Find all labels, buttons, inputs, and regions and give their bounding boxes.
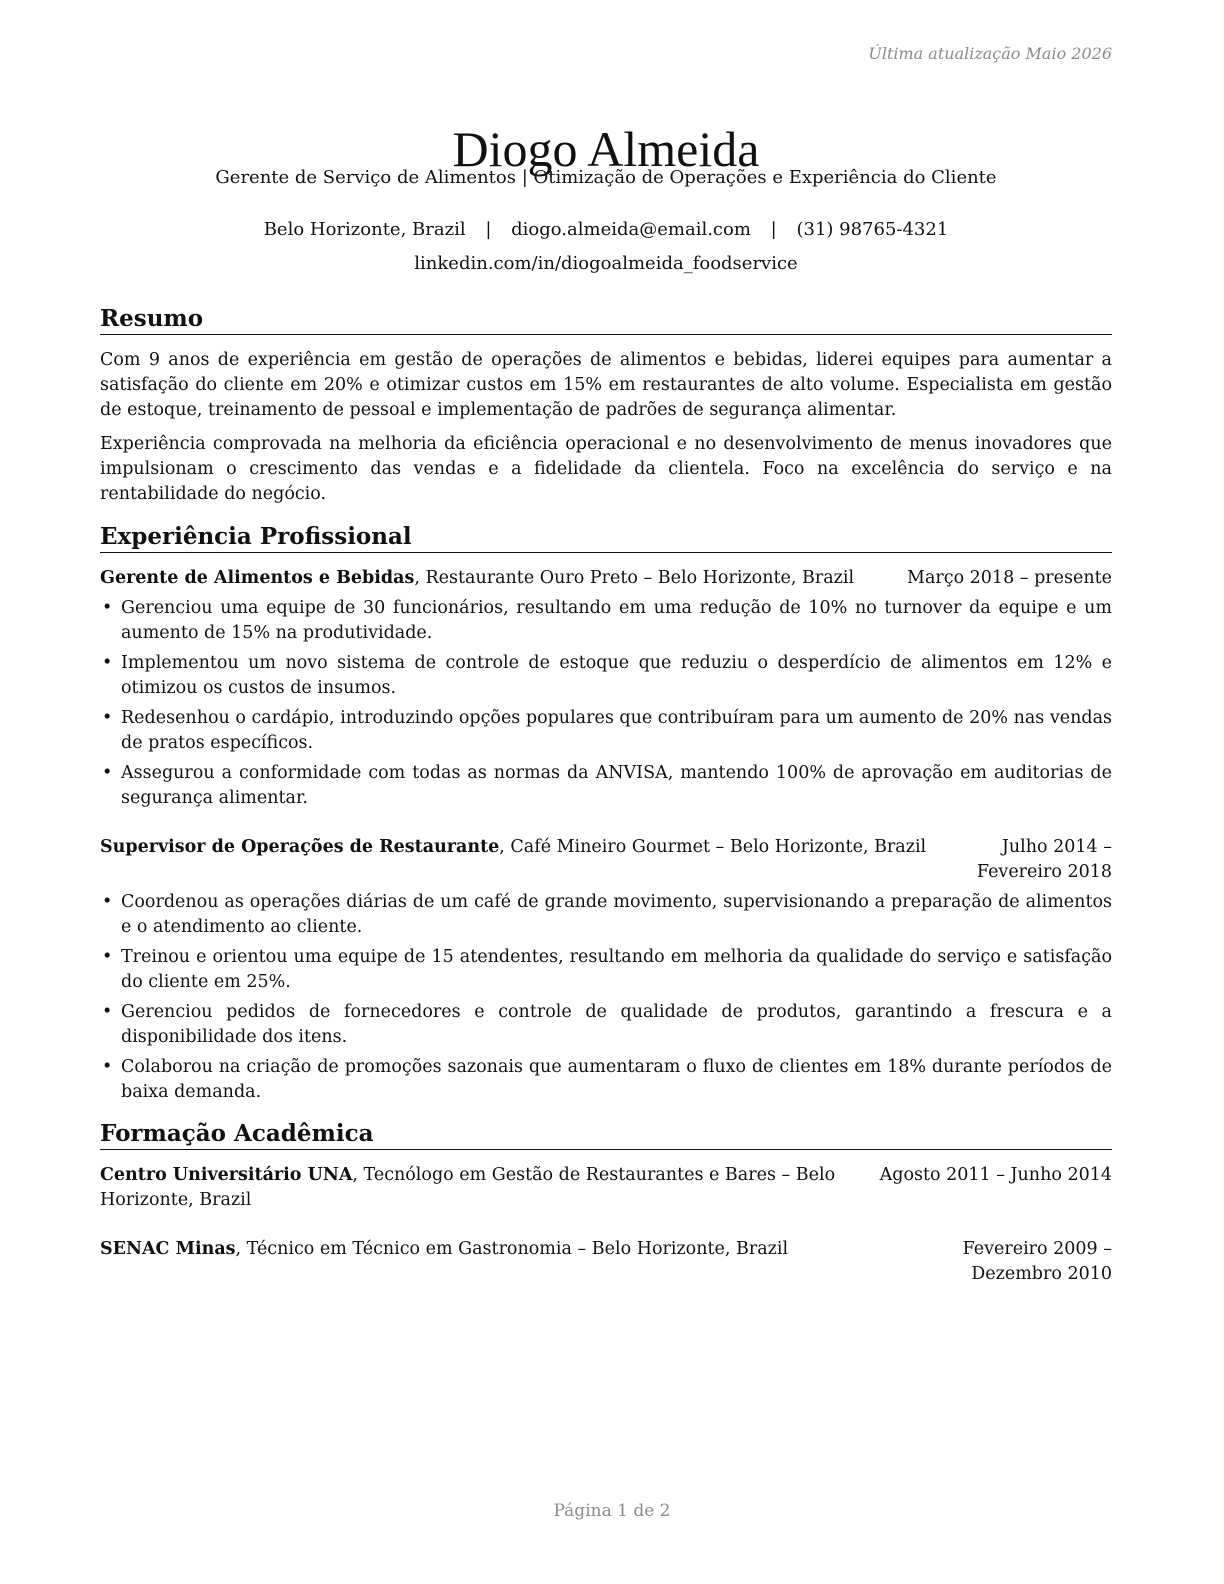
- education-title-line: [100, 1163, 880, 1213]
- job-bullets: [100, 596, 1112, 811]
- job-dates: Março 2018 – presente: [907, 568, 1112, 588]
- school-name: Centro Universitário UNA: [100, 1165, 353, 1185]
- phone-number: (31) 98765-4321: [796, 219, 949, 240]
- summary-section: [100, 304, 1112, 507]
- list-item: • Implementou um novo sistema de controle de estoque que reduziu o desperdício de alimentos em 12% e otimizou os custos de insumos.: [102, 653, 1112, 698]
- last-updated: Última atualização Maio 2026: [868, 44, 1112, 63]
- degree-detail: , Tecnólogo em Gestão de Restaurantes e Bares – Belo Horizonte, Brazil: [100, 1165, 836, 1210]
- experience-title: Experiência Profissional: [100, 522, 1112, 553]
- list-item: • Coordenou as operações diárias de um café de grande movimento, supervisionando a preparação de alimentos e o atendimento ao cliente.: [102, 892, 1112, 937]
- job-entry: [100, 566, 1112, 811]
- contact-line: [100, 219, 1112, 240]
- list-item: • Redesenhou o cardápio, introduzindo opções populares que contribuíram para um aumento de 20% nas vendas de pratos específicos.: [102, 708, 1112, 753]
- job-company: , Café Mineiro Gourmet – Belo Horizonte, Brazil: [499, 837, 927, 857]
- list-item: • Colaborou na criação de promoções sazonais que aumentaram o fluxo de clientes em 18% durante períodos de baixa demanda.: [102, 1057, 1112, 1102]
- summary-paragraph: Experiência comprovada na melhoria da eficiência operacional e no desenvolvimento de menus inovadores que impulsionam o crescimento das vendas e a fidelidade da clientela. Foco na excelência do serviço e na rentabilidade do negócio.: [100, 434, 1112, 504]
- job-bullets: [100, 890, 1112, 1105]
- school-name: SENAC Minas: [100, 1239, 236, 1259]
- job-header: [100, 835, 1112, 885]
- education-dates: Fevereiro 2009 – Dezembro 2010: [962, 1239, 1112, 1284]
- summary-paragraph: Com 9 anos de experiência em gestão de operações de alimentos e bebidas, liderei equipes para aumentar a satisfação do cliente em 20% e otimizar custos em 15% em restaurantes de alto volume. Especialista em gestão de estoque, treinamento de pessoal e implementação de padrões de segurança alimentar.: [100, 350, 1112, 420]
- job-company: , Restaurante Ouro Preto – Belo Horizonte, Brazil: [414, 568, 855, 588]
- candidate-subtitle: Gerente de Serviço de Alimentos | Otimização de Operações e Experiência do Cliente: [215, 167, 997, 188]
- job-header: [100, 566, 1112, 591]
- education-entry: [100, 1163, 1112, 1213]
- education-dates: Agosto 2011 – Junho 2014: [879, 1165, 1112, 1185]
- degree-detail: , Técnico em Técnico em Gastronomia – Belo Horizonte, Brazil: [235, 1239, 789, 1259]
- education-title: Formação Acadêmica: [100, 1119, 1112, 1150]
- job-title-line: [100, 835, 926, 860]
- candidate-name: Diogo Almeida: [452, 120, 760, 177]
- education-entry: [100, 1237, 1112, 1287]
- education-title-line: [100, 1237, 788, 1262]
- contact-separator: |: [770, 219, 777, 240]
- page-number: Página 1 de 2: [553, 1501, 671, 1521]
- job-role: Supervisor de Operações de Restaurante: [100, 837, 500, 857]
- email-link[interactable]: diogo.almeida@email.com: [511, 219, 751, 240]
- experience-section: [100, 522, 1112, 1105]
- list-item: • Gerenciou uma equipe de 30 funcionários, resultando em uma redução de 10% no turnover da equipe e um aumento de 15% na produtividade.: [102, 598, 1112, 643]
- location: Belo Horizonte, Brazil: [263, 219, 466, 240]
- job-role: Gerente de Alimentos e Bebidas: [100, 568, 415, 588]
- list-item: • Gerenciou pedidos de fornecedores e controle de qualidade de produtos, garantindo a frescura e a disponibilidade dos itens.: [102, 1002, 1112, 1047]
- job-dates: Julho 2014 – Fevereiro 2018: [976, 837, 1112, 882]
- list-item: • Assegurou a conformidade com todas as normas da ANVISA, mantendo 100% de aprovação em auditorias de segurança alimentar.: [102, 763, 1112, 808]
- education-section: [100, 1119, 1112, 1287]
- job-title-line: [100, 566, 854, 591]
- linkedin-link[interactable]: linkedin.com/in/diogoalmeida_foodservice: [414, 253, 798, 274]
- summary-title: Resumo: [100, 304, 1112, 335]
- list-item: • Treinou e orientou uma equipe de 15 atendentes, resultando em melhoria da qualidade do serviço e satisfação do cliente em 25%.: [102, 947, 1112, 992]
- contact-separator: |: [485, 219, 492, 240]
- job-entry: [100, 835, 1112, 1105]
